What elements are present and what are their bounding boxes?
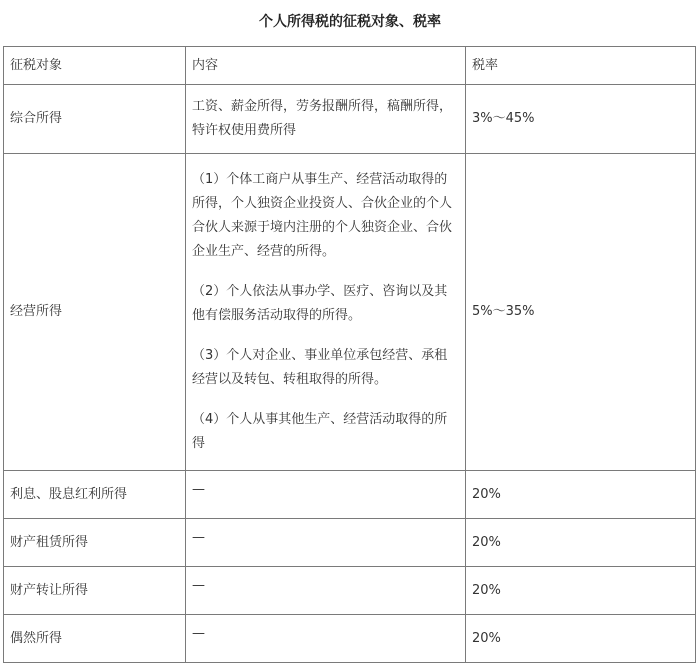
- header-cell-content: 内容: [186, 47, 466, 85]
- table-row: [4, 154, 696, 471]
- cell-rate: 5%～35%: [466, 154, 696, 471]
- cell-rate: 20%: [466, 471, 696, 519]
- content-paragraph: 工资、薪金所得，劳务报酬所得，稿酬所得，特许权使用费所得: [192, 99, 453, 138]
- content-paragraph: —: [192, 530, 205, 545]
- content-paragraph: —: [192, 626, 205, 641]
- cell-content: [186, 154, 466, 471]
- header-cell-object: 征税对象: [4, 47, 186, 85]
- header-cell-rate: 税率: [466, 47, 696, 85]
- content-paragraph: —: [192, 578, 205, 593]
- content-paragraph: （4）个人从事其他生产、经营活动取得的所得: [192, 412, 448, 451]
- cell-object: 财产转让所得: [4, 567, 186, 615]
- cell-object: 经营所得: [4, 154, 186, 471]
- table-row: [4, 471, 696, 519]
- cell-object: 偶然所得: [4, 615, 186, 663]
- table-row: [4, 615, 696, 663]
- cell-object: 财产租赁所得: [4, 519, 186, 567]
- table-header-row: [4, 47, 696, 85]
- table-row: [4, 519, 696, 567]
- page-title: 个人所得税的征税对象、税率: [259, 14, 441, 30]
- cell-rate: 20%: [466, 615, 696, 663]
- table-row: [4, 567, 696, 615]
- content-paragraph: （1）个体工商户从事生产、经营活动取得的所得，个人独资企业投资人、合伙企业的个人合伙人来源于境内注册的个人独资企业、合伙企业生产、经营的所得。: [192, 172, 453, 259]
- cell-content: [186, 471, 466, 519]
- cell-object: 综合所得: [4, 85, 186, 154]
- table-row: [4, 85, 696, 154]
- content-paragraph: （2）个人依法从事办学、医疗、咨询以及其他有偿服务活动取得的所得。: [192, 284, 448, 323]
- cell-object: 利息、股息红利所得: [4, 471, 186, 519]
- cell-content: [186, 85, 466, 154]
- tax-table: [3, 46, 696, 663]
- cell-content: [186, 567, 466, 615]
- cell-rate: 3%～45%: [466, 85, 696, 154]
- cell-content: [186, 519, 466, 567]
- cell-rate: 20%: [466, 567, 696, 615]
- content-paragraph: —: [192, 482, 205, 497]
- cell-content: [186, 615, 466, 663]
- content-paragraph: （3）个人对企业、事业单位承包经营、承租经营以及转包、转租取得的所得。: [192, 348, 448, 387]
- cell-rate: 20%: [466, 519, 696, 567]
